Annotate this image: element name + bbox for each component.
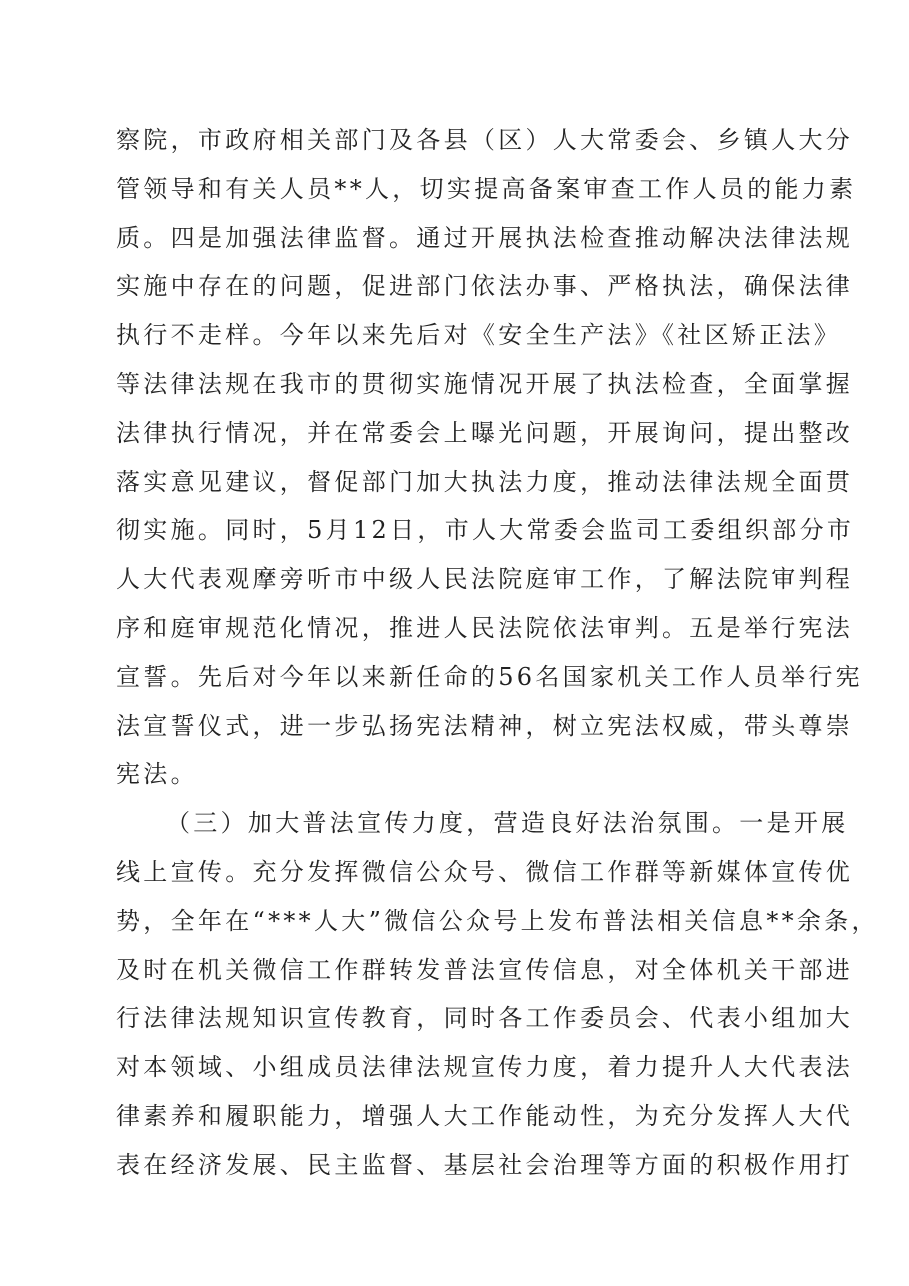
text-line: 及时在机关微信工作群转发普法宣传信息，对全体机关干部进 [116, 955, 854, 984]
text-line: 线上宣传。充分发挥微信公众号、微信工作群等新媒体宣传优 [116, 857, 854, 886]
text-line: 序和庭审规范化情况，推进人民法院依法审判。五是举行宪法 [116, 613, 854, 642]
text-line: 管领导和有关人员**人，切实提高备案审查工作人员的能力素 [116, 174, 857, 203]
text-line: 律素养和履职能力，增强人大工作能动性，为充分发挥人大代 [116, 1101, 854, 1130]
text-line: 等法律法规在我市的贯彻实施情况开展了执法检查，全面掌握 [116, 369, 854, 398]
text-line: 宣誓。先后对今年以来新任命的56名国家机关工作人员举行宪 [116, 662, 863, 691]
text-line: 行法律法规知识宣传教育，同时各工作委员会、代表小组加大 [116, 1004, 854, 1033]
text-line: 察院，市政府相关部门及各县（区）人大常委会、乡镇人大分 [116, 126, 854, 154]
text-line: 执行不走样。今年以来先后对《安全生产法》《社区矫正法》 [116, 321, 842, 350]
text-line: 对本领域、小组成员法律法规宣传力度，着力提升人大代表法 [116, 1053, 854, 1082]
text-line: 人大代表观摩旁听市中级人民法院庭审工作，了解法院审判程 [116, 565, 854, 594]
text-line: 势，全年在“***人大”微信公众号上发布普法相关信息**余条， [116, 906, 879, 935]
section-heading-line: （三）加大普法宣传力度，营造良好法治氛围。一是开展 [166, 809, 849, 838]
body-text [116, 116, 879, 1190]
text-line: 落实意见建议，督促部门加大执法力度，推动法律法规全面贯 [116, 467, 854, 496]
text-line: 表在经济发展、民主监督、基层社会治理等方面的积极作用打 [116, 1150, 854, 1179]
text-line: 彻实施。同时，5月12日，市人大常委会监司工委组织部分市 [116, 516, 855, 545]
text-line: 实施中存在的问题，促进部门依法办事、严格执法，确保法律 [116, 272, 854, 301]
text-line: 法宣誓仪式，进一步弘扬宪法精神，树立宪法权威，带头尊崇 [116, 711, 854, 740]
text-line: 宪法。 [116, 760, 198, 789]
text-line: 质。四是加强法律监督。通过开展执法检查推动解决法律法规 [116, 223, 854, 252]
text-line: 法律执行情况，并在常委会上曝光问题，开展询问，提出整改 [116, 418, 854, 447]
